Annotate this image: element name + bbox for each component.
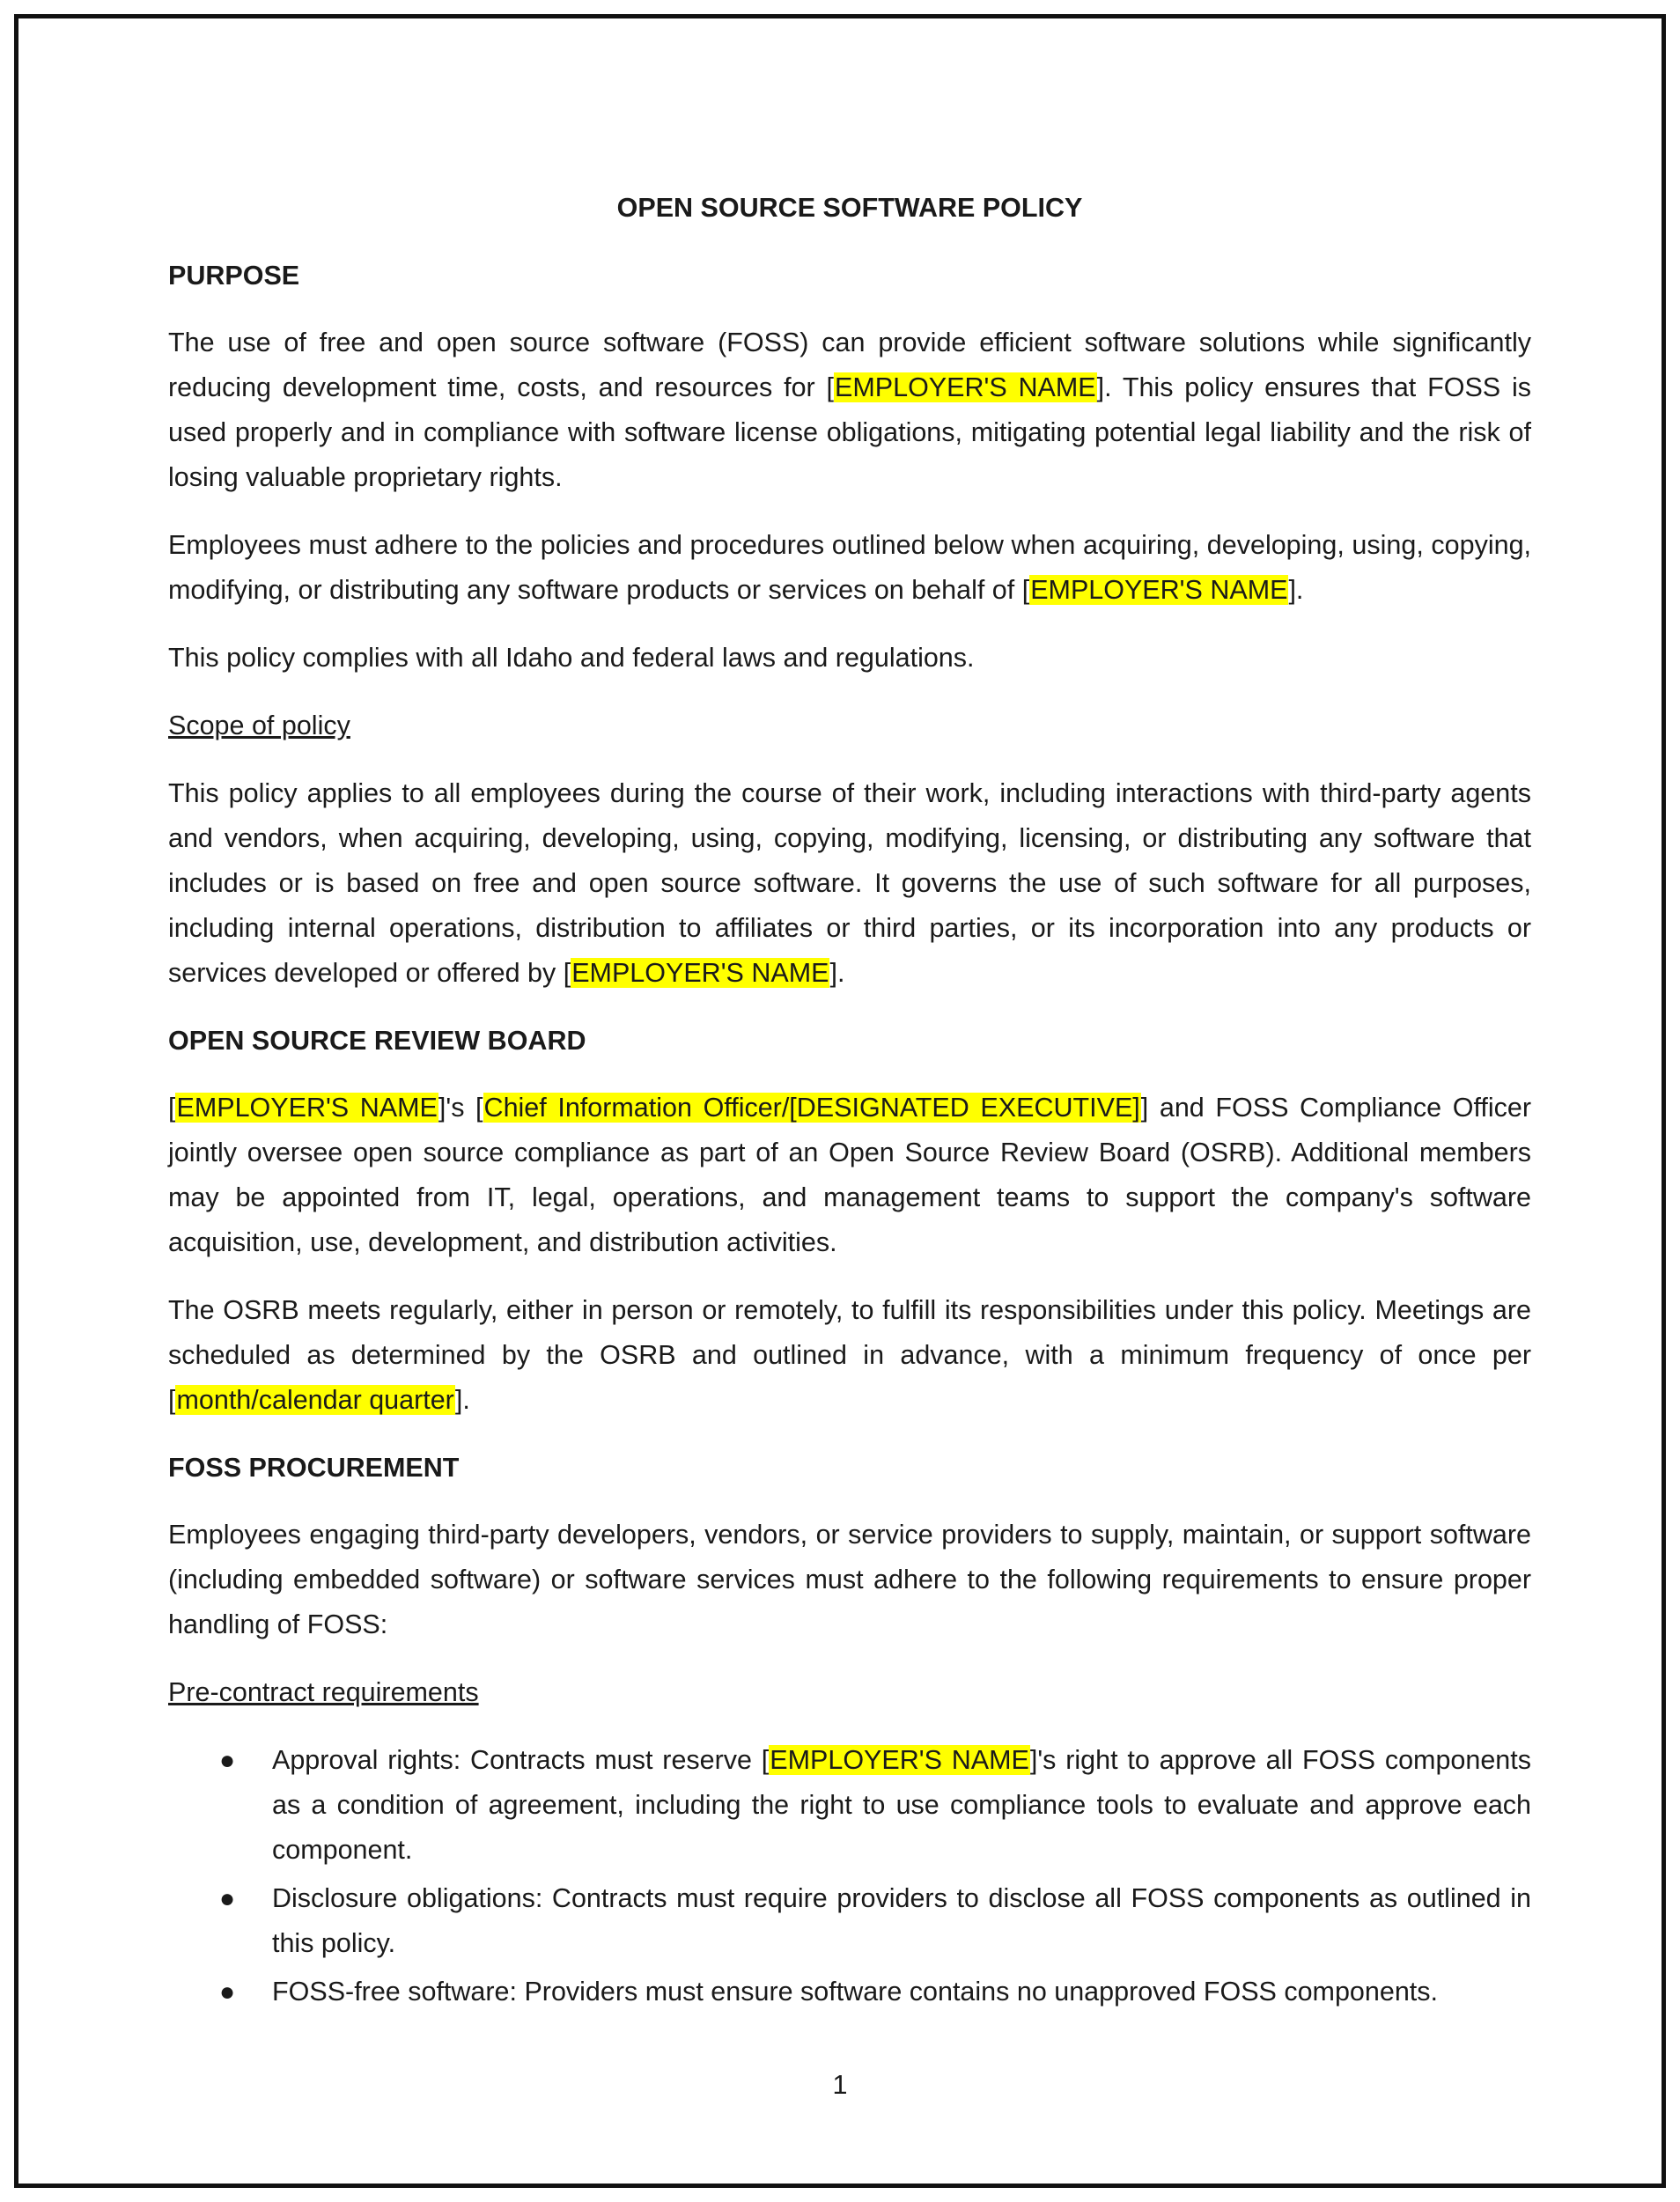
scope-subheading: Scope of policy: [168, 711, 350, 740]
purpose-paragraph-3: This policy complies with all Idaho and federal laws and regulations.: [168, 643, 975, 673]
requirements-list: [168, 1738, 1531, 2014]
document-body: [168, 186, 1531, 2018]
text-segment: Employees must adhere to the policies and procedures outlined below when acquiring, developing, using, copying, modifying, or distributing any software products or services on behalf of [: [168, 530, 1531, 605]
pre-contract-subheading: Pre-contract requirements: [168, 1677, 479, 1707]
text-segment: This policy applies to all employees during the course of their work, including interactions with third-party agents and vendors, when acquiring, developing, using, copying, modifying, licensing, or distributing any software that includes or is based on free and open source software. It governs the use of such software for all purposes, including internal operations, distribution to affiliates or third parties, or its incorporation into any products or services developed or offered by [: [168, 778, 1531, 988]
text-segment: ]. This policy ensures that FOSS is used properly and in compliance with software license obligations, mitigating potential legal liability and the risk of losing valuable proprietary rights.: [168, 372, 1531, 492]
list-item: [168, 1876, 1531, 1966]
text-segment: ].: [829, 958, 845, 988]
text-segment: ].: [1288, 575, 1304, 605]
text-segment: ]'s [: [438, 1093, 483, 1123]
bullet-icon: ●: [219, 1884, 236, 1913]
text-segment: The OSRB meets regularly, either in person or remotely, to fulfill its responsibilities under this policy. Meetings are scheduled as determined by the OSRB and outlined in advance, with a minimum frequency of once per [: [168, 1295, 1531, 1415]
list-item: [168, 1970, 1531, 2014]
text-segment: ] and FOSS Compliance Officer jointly oversee open source compliance as part of an Open Source Review Board (OSRB). Additional members may be appointed from IT, legal, operations, and management teams to support the company's software acquisition, use, development, and distribution activities.: [168, 1093, 1531, 1257]
purpose-paragraph-1: [168, 320, 1531, 500]
text-segment: Disclosure obligations: Contracts must require providers to disclose all FOSS components as outlined in this policy.: [272, 1883, 1531, 1958]
review-board-paragraph-1: [168, 1086, 1531, 1265]
review-board-paragraph-2: [168, 1288, 1531, 1423]
review-board-heading: OPEN SOURCE REVIEW BOARD: [168, 1026, 586, 1056]
employer-placeholder: EMPLOYER'S NAME: [835, 372, 1096, 402]
document-title: OPEN SOURCE SOFTWARE POLICY: [616, 193, 1083, 223]
purpose-heading: PURPOSE: [168, 261, 300, 291]
employer-placeholder: EMPLOYER'S NAME: [770, 1745, 1029, 1775]
frequency-placeholder: month/calendar quarter: [176, 1385, 454, 1415]
bullet-icon: ●: [219, 1977, 236, 2007]
purpose-paragraph-2: [168, 523, 1531, 613]
text-segment: Approval rights: Contracts must reserve [: [272, 1745, 770, 1775]
procurement-heading: FOSS PROCUREMENT: [168, 1453, 460, 1483]
text-segment: FOSS-free software: Providers must ensure software contains no unapproved FOSS components.: [272, 1977, 1438, 2007]
text-segment: [: [168, 1093, 176, 1123]
document-page: [14, 14, 1666, 2188]
executive-placeholder: Chief Information Officer/[DESIGNATED EXECUTIVE]: [483, 1093, 1140, 1123]
employer-placeholder: EMPLOYER'S NAME: [1030, 575, 1288, 605]
text-segment: The use of free and open source software (FOSS) can provide efficient software solutions while significantly reducing development time, costs, and resources for [: [168, 328, 1531, 402]
bullet-icon: ●: [219, 1746, 236, 1775]
employer-placeholder: EMPLOYER'S NAME: [571, 958, 829, 988]
text-segment: ].: [454, 1385, 470, 1415]
procurement-paragraph: Employees engaging third-party developers, vendors, or service providers to supply, maintain, or support software (including embedded software) or software services must adhere to the following requirements to ensure proper handling of FOSS:: [168, 1520, 1531, 1639]
page-number: 1: [832, 2070, 848, 2100]
list-item: [168, 1738, 1531, 1873]
employer-placeholder: EMPLOYER'S NAME: [176, 1093, 438, 1123]
text-segment: ]'s right to approve all FOSS components as a condition of agreement, including the right to use compliance tools to evaluate and approve each component.: [272, 1745, 1531, 1865]
scope-paragraph: [168, 771, 1531, 996]
